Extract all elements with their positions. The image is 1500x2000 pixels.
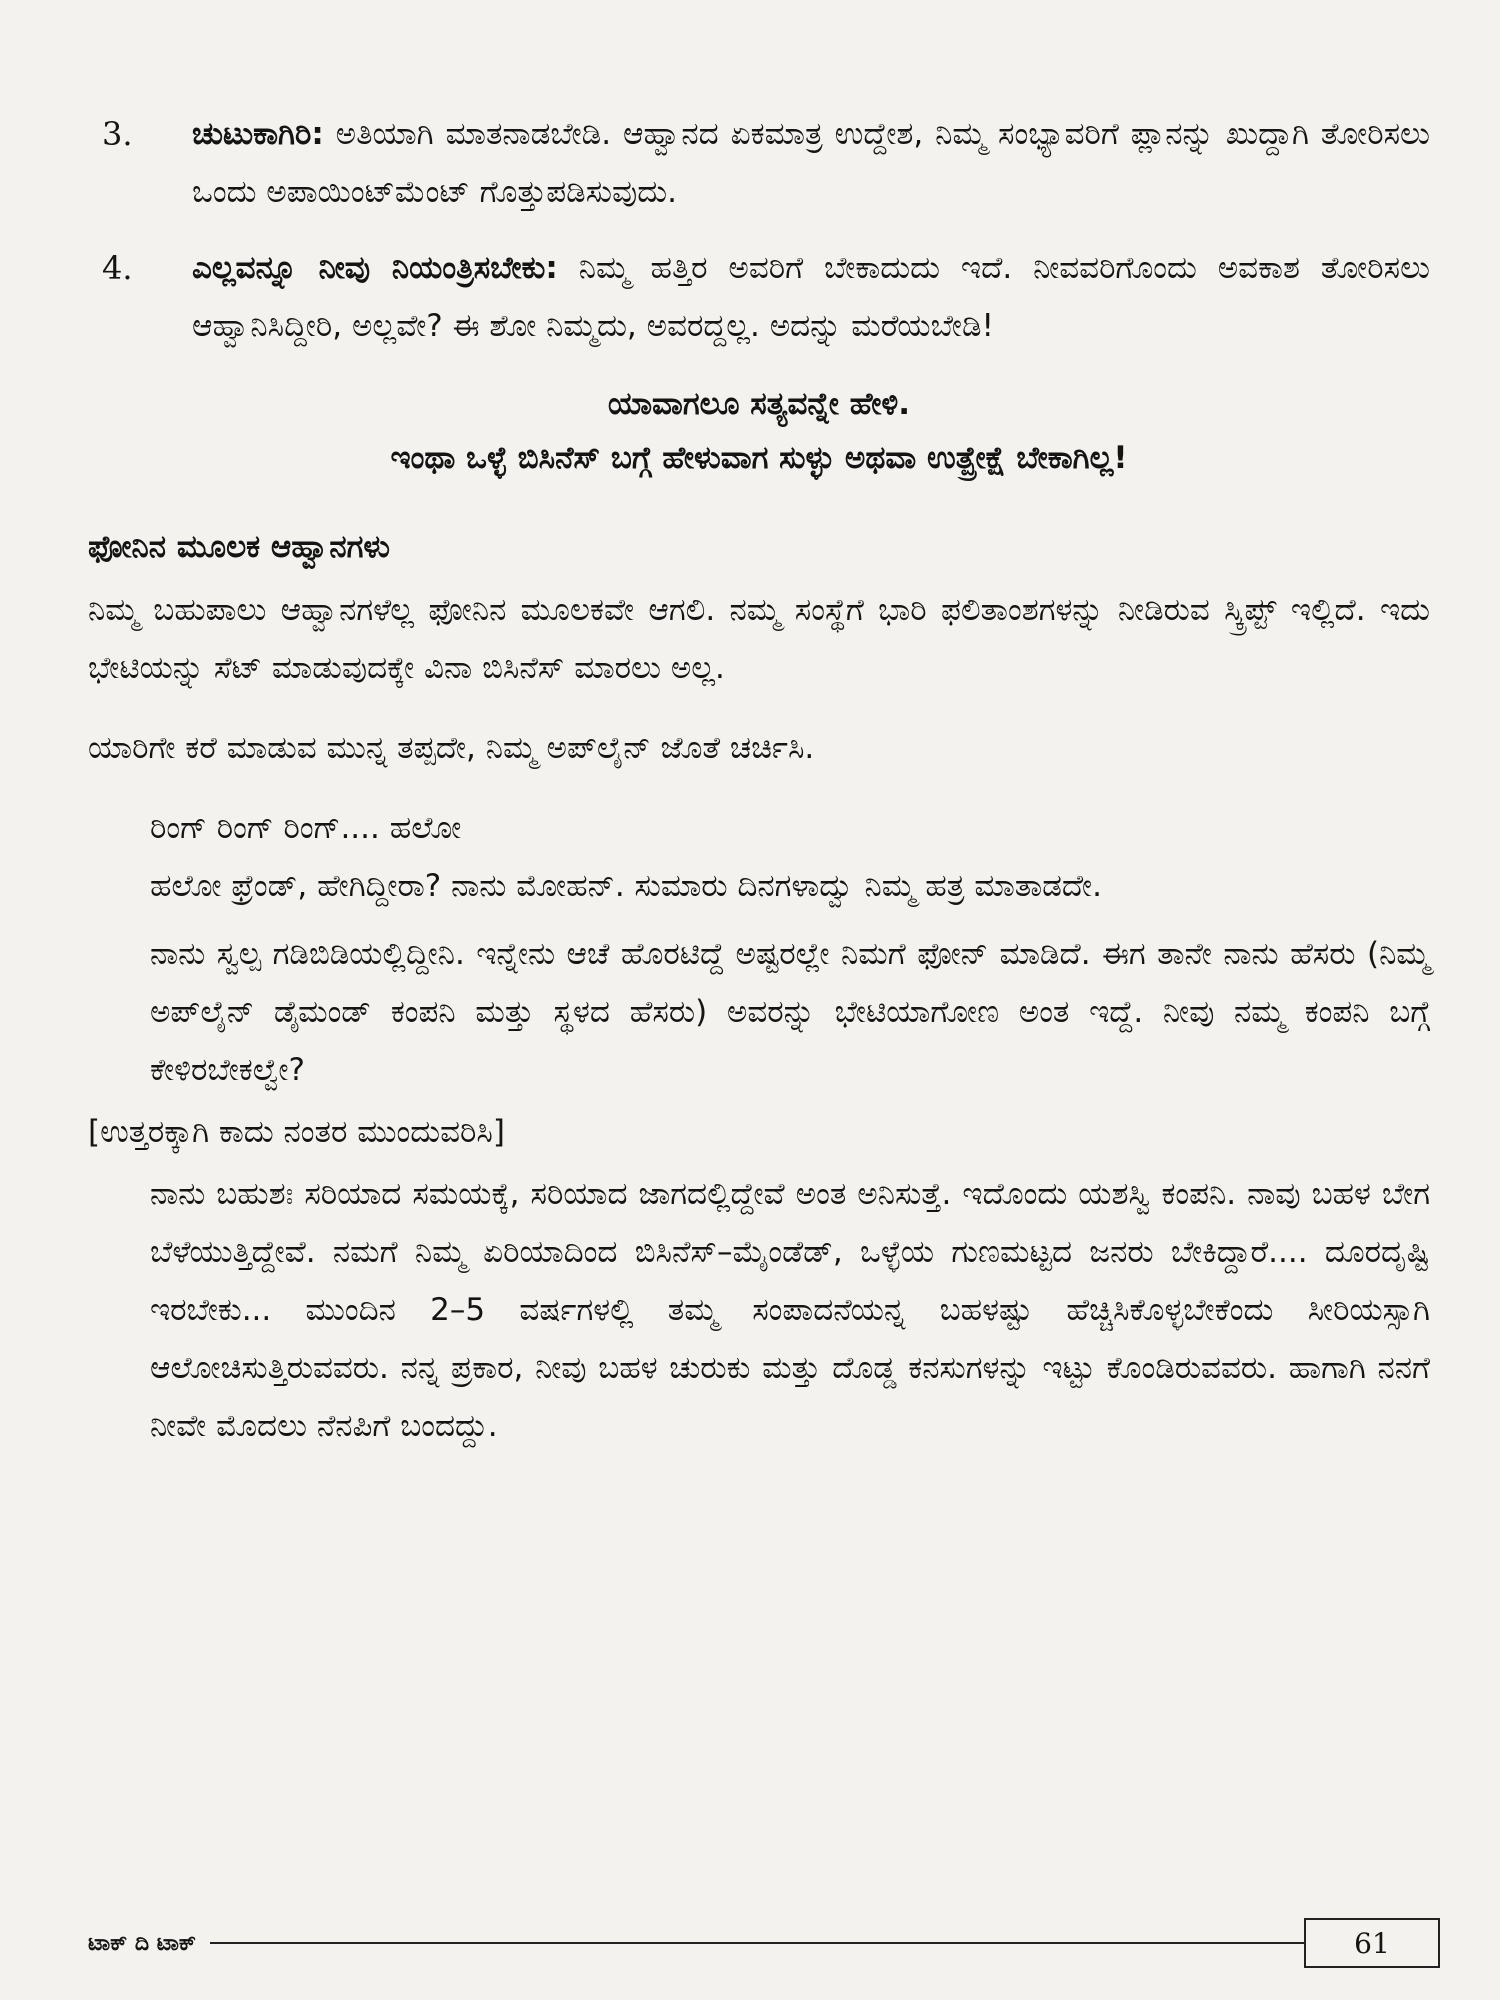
running-head: ಟಾಕ್ ದಿ ಟಾಕ್ (88, 1930, 196, 1956)
page-number: 61 (1304, 1918, 1440, 1968)
list-item-description: ನಿಮ್ಮ ಹತ್ತಿರ ಅವರಿಗೆ ಬೇಕಾದುದು ಇದೆ. ನೀವವರಿಗೊಂದು ಅವಕಾಶ ತೋರಿಸಲು ಆಹ್ವಾನಿಸಿದ್ದೀರಿ, ಅಲ್ಲವೇ? ಈ ಶೋ ನಿಮ್ಮದು, ಅವರದ್ದಲ್ಲ. ಅದನ್ನು ಮರೆಯಬೇಡಿ! (192, 250, 1431, 344)
list-item-text (192, 239, 1430, 355)
script-line-4: ನಾನು ಬಹುಶಃ ಸರಿಯಾದ ಸಮಯಕ್ಕೆ, ಸರಿಯಾದ ಜಾಗದಲ್ಲಿದ್ದೇವೆ ಅಂತ ಅನಿಸುತ್ತೆ. ಇದೊಂದು ಯಶಸ್ವಿ ಕಂಪನಿ. ನಾವು ಬಹಳ ಬೇಗ ಬೆಳೆಯುತ್ತಿದ್ದೇವೆ. ನಮಗೆ ನಿಮ್ಮ ಏರಿಯಾದಿಂದ ಬಿಸಿನೆಸ್–ಮೈಂಡೆಡ್, ಒಳ್ಳೆಯ ಗುಣಮಟ್ಟದ ಜನರು ಬೇಕಿದ್ದಾರೆ.... ದೂರದೃಷ್ಟಿ ಇರಬೇಕು... ಮುಂದಿನ 2–5 ವರ್ಷಗಳಲ್ಲಿ ತಮ್ಮ ಸಂಪಾದನೆಯನ್ನ ಬಹಳಷ್ಟು ಹೆಚ್ಚಿಸಿಕೊಳ್ಳಬೇಕೆಂದು ಸೀರಿಯಸ್ಸಾಗಿ ಆಲೋಚಿಸುತ್ತಿರುವವರು. ನನ್ನ ಪ್ರಕಾರ, ನೀವು ಬಹಳ ಚುರುಕು ಮತ್ತು ದೊಡ್ಡ ಕನಸುಗಳನ್ನು ಇಟ್ಟು ಕೊಂಡಿರುವವರು. ಹಾಗಾಗಿ ನನಗೆ ನೀವೇ ಮೊದಲು ನೆನಪಿಗೆ ಬಂದದ್ದು. (150, 1176, 1430, 1444)
section-heading: ಫೋನಿನ ಮೂಲಕ ಆಹ್ವಾನಗಳು (88, 529, 391, 565)
list-item-term: ಚುಟುಕಾಗಿರಿ: (192, 116, 324, 152)
script-line-2: ಹಲೋ ಫ್ರೆಂಡ್, ಹೇಗಿದ್ದೀರಾ? ನಾನು ಮೋಹನ್. ಸುಮಾರು ದಿನಗಳಾದ್ವು ನಿಮ್ಮ ಹತ್ರ ಮಾತಾಡದೇ. (150, 868, 1102, 904)
footer-rule (210, 1942, 1304, 1944)
list-item-text (192, 105, 1430, 221)
script-line-1: ರಿಂಗ್ ರಿಂಗ್ ರಿಂಗ್.... ಹಲೋ (150, 810, 462, 846)
phone-script (88, 799, 1430, 1099)
body-paragraph-2: ಯಾರಿಗೇ ಕರೆ ಮಾಡುವ ಮುನ್ನ ತಪ್ಪದೇ, ನಿಮ್ಮ ಅಪ್‌ಲೈನ್ ಜೊತೆ ಚರ್ಚಿಸಿ. (88, 730, 815, 766)
list-item-term: ಎಲ್ಲವನ್ನೂ ನೀವು ನಿಯಂತ್ರಿಸಬೇಕು: (192, 250, 558, 286)
body-paragraph-1: ನಿಮ್ಮ ಬಹುಪಾಲು ಆಹ್ವಾನಗಳೆಲ್ಲ ಫೋನಿನ ಮೂಲಕವೇ ಆಗಲಿ. ನಮ್ಮ ಸಂಸ್ಥೆಗೆ ಭಾರಿ ಫಲಿತಾಂಶಗಳನ್ನು ನೀಡಿರುವ ಸ್ಕ್ರಿಪ್ಟ್ ಇಲ್ಲಿದೆ. ಇದು ಭೇಟಿಯನ್ನು ಸೆಟ್ ಮಾಡುವುದಕ್ಕೇ ವಿನಾ ಬಿಸಿನೆಸ್ ಮಾರಲು ಅಲ್ಲ. (88, 592, 1430, 686)
callout-line-2: ಇಂಥಾ ಒಳ್ಳೆ ಬಿಸಿನೆಸ್ ಬಗ್ಗೆ ಹೇಳುವಾಗ ಸುಳ್ಳು ಅಥವಾ ಉತ್ಪ್ರೇಕ್ಷೆ ಬೇಕಾಗಿಲ್ಲ! (390, 440, 1128, 476)
callout (88, 377, 1430, 485)
phone-script-continued (88, 1165, 1430, 1455)
list-number: 3. (102, 115, 133, 153)
list-item-description: ಅತಿಯಾಗಿ ಮಾತನಾಡಬೇಡಿ. ಆಹ್ವಾನದ ಏಕಮಾತ್ರ ಉದ್ದೇಶ, ನಿಮ್ಮ ಸಂಭ್ಯಾವರಿಗೆ ಪ್ಲಾನನ್ನು ಖುದ್ದಾಗಿ ತೋರಿಸಲು ಒಂದು ಅಪಾಯಿಂಟ್‌ಮೆಂಟ್ ಗೊತ್ತುಪಡಿಸುವುದು. (192, 116, 1430, 210)
page-footer (88, 1918, 1440, 1968)
list-item-3 (88, 105, 1430, 221)
list-item-4 (88, 239, 1430, 355)
callout-line-1: ಯಾವಾಗಲೂ ಸತ್ಯವನ್ನೇ ಹೇಳಿ. (607, 386, 911, 422)
script-line-3: ನಾನು ಸ್ವಲ್ಪ ಗಡಿಬಿಡಿಯಲ್ಲಿದ್ದೀನಿ. ಇನ್ನೇನು ಆಚೆ ಹೊರಟಿದ್ದೆ ಅಷ್ಟರಲ್ಲೇ ನಿಮಗೆ ಫೋನ್ ಮಾಡಿದೆ. ಈಗ ತಾನೇ ನಾನು ಹೆಸರು (ನಿಮ್ಮ ಅಪ್‌ಲೈನ್ ಡೈಮಂಡ್ ಕಂಪನಿ ಮತ್ತು ಸ್ಥಳದ ಹೆಸರು) ಅವರನ್ನು ಭೇಟಿಯಾಗೋಣ ಅಂತ ಇದ್ದೆ. ನೀವು ನಮ್ಮ ಕಂಪನಿ ಬಗ್ಗೆ ಕೇಳಿರಬೇಕಲ್ವೇ? (150, 936, 1430, 1088)
list-number: 4. (102, 249, 133, 287)
script-instruction: [ಉತ್ತರಕ್ಕಾಗಿ ಕಾದು ನಂತರ ಮುಂದುವರಿಸಿ] (88, 1114, 505, 1150)
